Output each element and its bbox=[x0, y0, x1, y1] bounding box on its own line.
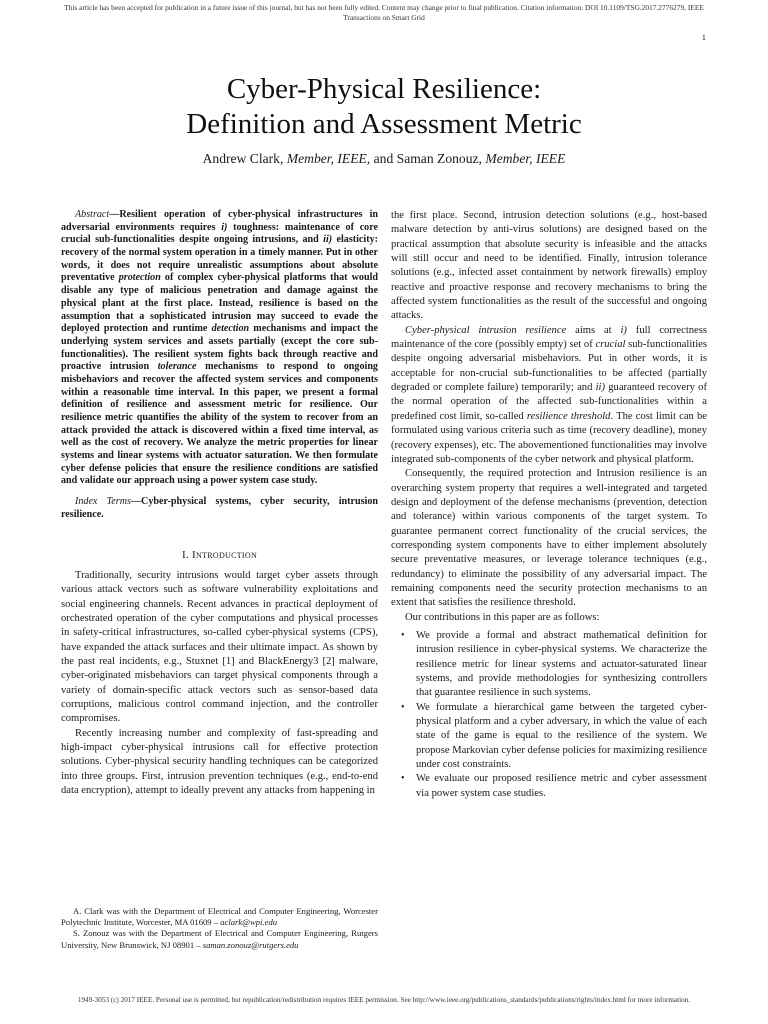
author-2-role: Member, IEEE bbox=[485, 151, 566, 166]
list-item-text: We formulate a hierarchical game between the targeted cyber-physical platform and a cyber adversary, in which the value of each state of the game is equal to the resilience of the system. We propose Markovian cyber defense policies for maximizing resilience under cost constraints. bbox=[416, 701, 707, 771]
para-text: sub-functionalities despite ongoing adversarial misbehaviors. Put in other words, it is acceptable for non-crucial sub-functionalities to be affected (partially degraded or complete failure) temporarily; and bbox=[391, 339, 707, 394]
title-line-1: Cyber-Physical Resilience: bbox=[226, 73, 542, 105]
intro-paragraph-2: Recently increasing number and complexity of fast-spreading and high-impact cyber-physical intrusions call for effective protection solutions. Cyber-physical security handling techniques can be categorized into three groups. First, intrusion prevention techniques (e.g., end-to-end data encryption), attempt to ideally prevent any attacks from happening in bbox=[61, 727, 378, 796]
intro-paragraph-3: the first place. Second, intrusion detection solutions (e.g., host-based malware detection by anti-virus solutions) are designed based on the practical assumption that absolute security is infeasible and the attacks will still occur and need to be identified. Finally, intrusion tolerance solutions (e.g., infected asset containment by network firewalls) employ reactive and proactive response and recovery mechanisms to bring the affected system functionalities as the result of the successful and ongoing attacks. bbox=[391, 210, 707, 322]
abstract-text: of complex cyber-physical platforms that would disable any type of malicious penetration and damage against the physical plant at the first place. Instead, resilience is based on the assumption that a sophisticated intrusion may succeed to evade the deployed protection and runtime bbox=[61, 272, 379, 335]
index-terms-lead: Index Terms bbox=[75, 496, 131, 508]
list-item-text: We provide a formal and abstract mathematical definition for intrusion resilience in cyber-physical systems. We characterize the resilience metric for linear systems and actuator-saturated linear systems, and provide methodologies for synthesizing controllers that guarantee resilience in such systems. bbox=[416, 629, 707, 699]
author-line bbox=[0, 151, 768, 167]
author-1-role: Member, IEEE, bbox=[286, 151, 371, 166]
section-title: Introduction bbox=[192, 548, 258, 561]
intro-paragraph-4 bbox=[391, 324, 707, 467]
bullet-icon: • bbox=[401, 629, 405, 641]
bullet-icon: • bbox=[401, 701, 405, 713]
author-1: Andrew Clark, bbox=[202, 151, 284, 166]
bullet-icon: • bbox=[401, 773, 405, 785]
abstract-emph: i) bbox=[221, 221, 228, 233]
footnote-2 bbox=[61, 928, 378, 950]
footnote-text: S. Zonouz was with the Department of Electrical and Computer Engineering, Rutgers University, New Brunswick, NJ 08901 – bbox=[61, 928, 378, 950]
author-footnote bbox=[61, 906, 378, 951]
intro-paragraph-1: Traditionally, security intrusions would target cyber assets through various attack vectors such as software vulnerability exploitations and social engineering channels. Recent advances in practical deployment of orchestrated operation of the cyber computations and physical processes in safety-critical infrastructures, so-called cyber-physical systems (CPS), have expanded the attack surfaces and their ultimate impact. As shown by the past real incidents, e.g., Stuxnet [1] and BlackEnergy3 [2] malware, cyber-originated misbehaviors can target physical components through a variety of domain-specific attack vectors such as sensor-based data corruptions, malicious control command injection, and the controller compromises. bbox=[61, 569, 378, 725]
author-2: and Saman Zonouz, bbox=[373, 151, 482, 166]
footnote-1 bbox=[61, 906, 378, 928]
list-item bbox=[391, 629, 707, 701]
index-terms bbox=[61, 496, 378, 521]
notice-line-1: This article has been accepted for publication in a future issue of this journal, but has not been fully edited. Content may change prior to final publication. Citation information: DOI 10.1109/TSG.2017.2776279, IEEE bbox=[64, 3, 704, 12]
abstract-text: elasticity: recovery of the normal system operation in a timely manner. Put in other words, it does not require unrealistic assumptions about absolute preventative bbox=[61, 234, 378, 284]
abstract-text: toughness: maintenance of core crucial sub-functionalities despite ongoing intrusions, and bbox=[61, 221, 379, 246]
para-text: guaranteed recovery of the normal operation of the affected sub-functionalities within a predefined cost limit, so-called bbox=[391, 382, 707, 422]
para-text: aims at bbox=[566, 324, 621, 336]
section-numeral: I. bbox=[181, 548, 189, 561]
para-emph: i) bbox=[620, 324, 627, 336]
footnote-email: saman.zonouz@rutgers.edu bbox=[202, 939, 299, 950]
section-heading bbox=[61, 548, 378, 562]
abstract-text: mechanisms to respond to ongoing misbehaviors and recover the affected system services and components within a reasonable time interval. In this paper, we present a formal definition of resilience and assessment metric for resilience. Our resilience metric quantifies the ability of the system to recover from an attack provided the attack is discovered within a fixed time interval, as well as the cost of recovery. We analyze the metric properties for linear systems and linear systems with actuator saturation. We then formulate cyber defense policies that ensure the resilience conditions are satisfied and validate our approach using a power system case study. bbox=[61, 361, 378, 487]
footnote-text: A. Clark was with the Department of Electrical and Computer Engineering, Worcester Polytechnic Institute, Worcester, MA 01609 – bbox=[61, 906, 378, 928]
abstract-emph: tolerance bbox=[157, 361, 197, 373]
left-column bbox=[61, 209, 378, 798]
abstract-text: mechanisms and impact the underlying system services and assets partially (except the core sub-functionalities). The resilient system fights back through reactive and proactive intrusion bbox=[61, 323, 378, 373]
contributions-intro: Our contributions in this paper are as follows: bbox=[405, 611, 600, 623]
para-emph: ii) bbox=[595, 382, 606, 394]
list-item bbox=[391, 701, 707, 773]
abstract-text: —Resilient operation of cyber-physical infrastructures in adversarial environments requires bbox=[61, 209, 378, 233]
abstract bbox=[61, 209, 378, 488]
notice-line-2: Transactions on Smart Grid bbox=[343, 12, 425, 22]
paper-title bbox=[0, 72, 768, 142]
footnote-email: aclark@wpi.edu bbox=[220, 917, 278, 928]
title-line-2: Definition and Assessment Metric bbox=[186, 108, 582, 140]
list-item-text: We evaluate our proposed resilience metric and cyber assessment via power system case studies. bbox=[416, 773, 707, 799]
copyright-footer: 1949-3053 (c) 2017 IEEE. Personal use is permitted, but republication/redistribution requires IEEE permission. See http://www.ieee.org/publications_standards/publications/rights/index.html for more information. bbox=[77, 996, 691, 1004]
para-emph: resilience threshold bbox=[526, 410, 611, 422]
right-column bbox=[391, 209, 707, 801]
abstract-lead: Abstract bbox=[75, 209, 110, 220]
index-terms-text: —Cyber-physical systems, cyber security, intrusion resilience. bbox=[61, 496, 378, 520]
para-emph: Cyber-physical intrusion resilience bbox=[405, 324, 567, 336]
journal-notice bbox=[20, 3, 748, 22]
abstract-emph: ii) bbox=[323, 234, 333, 246]
abstract-emph: detection bbox=[211, 323, 250, 335]
intro-paragraph-5: Consequently, the required protection and Intrusion resilience is an overarching system property that requires a well-integrated and targeted design and deployment of the defense mechanisms (prevention, detection and tolerance) within various components of the target system. To guarantee permanent correct functionality of the crucial services, the corresponding system components have to either implement absolutely secure preventative measures, or leverage tolerance techniques (e.g., redundancy) to eliminate the possibility of any adversarial impact. The remaining components need the security protection mechanisms to an extent that satisfies the resilience threshold. bbox=[391, 468, 707, 609]
page-number: 1 bbox=[701, 32, 706, 42]
para-text: . The cost limit can be formulated using various criteria such as time (recovery deadline), money (recovery expenses), etc. The abovementioned functionalities may involve integrated sub-components of the cyber network and physical platform. bbox=[391, 410, 707, 465]
list-item bbox=[391, 772, 707, 801]
para-text: full correctness maintenance of the core (possibly empty) set of bbox=[391, 324, 708, 351]
abstract-emph: protection bbox=[118, 272, 161, 284]
para-emph: crucial bbox=[595, 339, 626, 351]
contributions-list bbox=[391, 629, 707, 801]
